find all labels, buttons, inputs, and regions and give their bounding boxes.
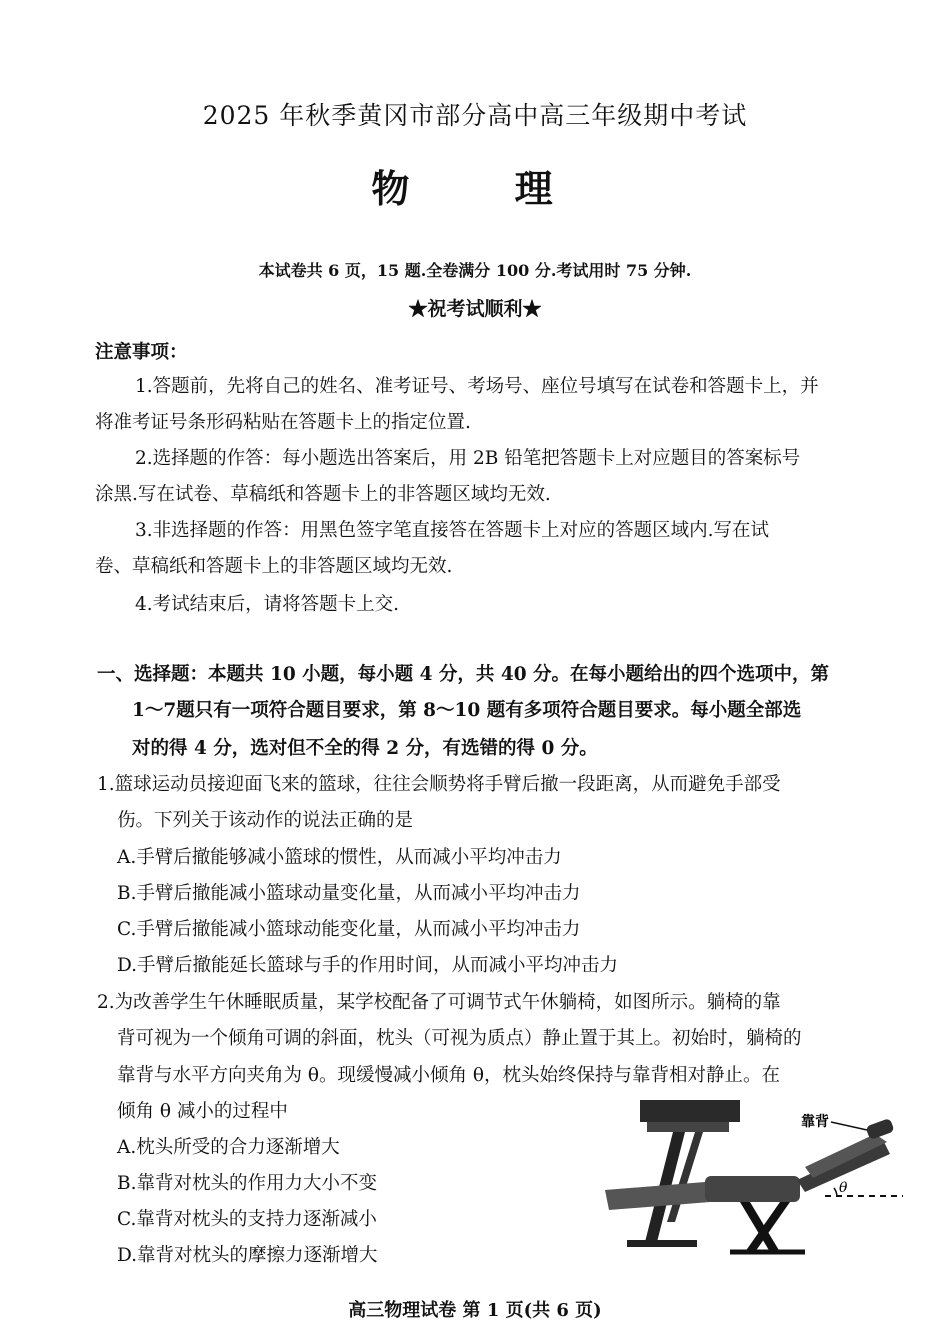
q2-stem-b: 背可视为一个倾角可调的斜面，枕头（可视为质点）静止置于其上。初始时，躺椅的 <box>117 1028 802 1049</box>
desk-top <box>640 1100 740 1122</box>
exam-title: 2025 年秋季黄冈市部分高中高三年级期中考试 <box>202 101 748 130</box>
recliner-chair-figure <box>605 1092 905 1262</box>
section1-line1: 一、选择题：本题共 10 小题，每小题 4 分，共 40 分。在每小题给出的四个选项中，第 <box>97 664 830 685</box>
q1-stem-a: 1.篮球运动员接迎面飞来的篮球，往往会顺势将手臂后撤一段距离，从而避免手部受 <box>97 774 781 795</box>
note-3a: 3.非选择题的作答：用黑色签字笔直接答在答题卡上对应的答题区域内.写在试 <box>135 520 770 541</box>
q2-option-d: D.靠背对枕头的摩擦力逐渐增大 <box>117 1245 378 1266</box>
q1-option-a: A.手臂后撤能够减小篮球的惯性，从而减小平均冲击力 <box>117 847 562 868</box>
backrest-label: 靠背 <box>801 1114 829 1130</box>
note-2a: 2.选择题的作答：每小题选出答案后，用 2B 铅笔把答题卡上对应题目的答案标号 <box>135 448 801 469</box>
page-footer: 高三物理试卷 第 1 页(共 6 页) <box>348 1300 602 1321</box>
q1-option-d: D.手臂后撤能延长篮球与手的作用时间，从而减小平均冲击力 <box>117 955 619 976</box>
q2-stem-d: 倾角 θ 减小的过程中 <box>117 1101 288 1122</box>
exam-info: 本试卷共 6 页，15 题.全卷满分 100 分.考试用时 75 分钟. <box>258 261 692 280</box>
desk-edge <box>647 1122 729 1132</box>
theta-label: θ <box>839 1180 848 1196</box>
footrest <box>605 1182 710 1210</box>
note-1b: 将准考证号条形码粘贴在答题卡上的指定位置. <box>95 412 471 433</box>
q2-stem-a: 2.为改善学生午休睡眠质量，某学校配备了可调节式午休躺椅，如图所示。躺椅的靠 <box>97 992 781 1013</box>
section1-line3: 对的得 4 分，选对但不全的得 2 分，有选错的得 0 分。 <box>132 738 598 759</box>
desk-foot <box>627 1240 697 1247</box>
q2-option-a: A.枕头所受的合力逐渐增大 <box>117 1137 340 1158</box>
good-luck-banner: ★祝考试顺利★ <box>408 298 542 320</box>
pillow <box>865 1118 894 1140</box>
subject-title: 物 理 <box>371 166 579 211</box>
chair-seat <box>705 1176 800 1202</box>
notes-heading: 注意事项： <box>95 342 188 363</box>
angle-arc <box>834 1188 837 1196</box>
section1-line2: 1～7题只有一项符合题目要求，第 8～10 题有多项符合题目要求。每小题全部选 <box>132 700 802 721</box>
note-2b: 涂黑.写在试卷、草稿纸和答题卡上的非答题区域均无效. <box>95 484 551 505</box>
backrest-pointer <box>831 1122 867 1130</box>
q1-stem-b: 伤。下列关于该动作的说法正确的是 <box>117 810 414 831</box>
note-1a: 1.答题前，先将自己的姓名、准考证号、考场号、座位号填写在试卷和答题卡上，并 <box>135 376 819 397</box>
note-3b: 卷、草稿纸和答题卡上的非答题区域均无效. <box>95 556 453 577</box>
q1-option-b: B.手臂后撤能减小篮球动量变化量，从而减小平均冲击力 <box>117 883 581 904</box>
q2-stem-c: 靠背与水平方向夹角为 θ。现缓慢减小倾角 θ，枕头始终保持与靠背相对静止。在 <box>117 1065 781 1086</box>
q2-option-c: C.靠背对枕头的支持力逐渐减小 <box>117 1209 377 1230</box>
q1-option-c: C.手臂后撤能减小篮球动能变化量，从而减小平均冲击力 <box>117 919 581 940</box>
note-4: 4.考试结束后，请将答题卡上交. <box>135 594 400 615</box>
q2-option-b: B.靠背对枕头的作用力大小不变 <box>117 1173 377 1194</box>
